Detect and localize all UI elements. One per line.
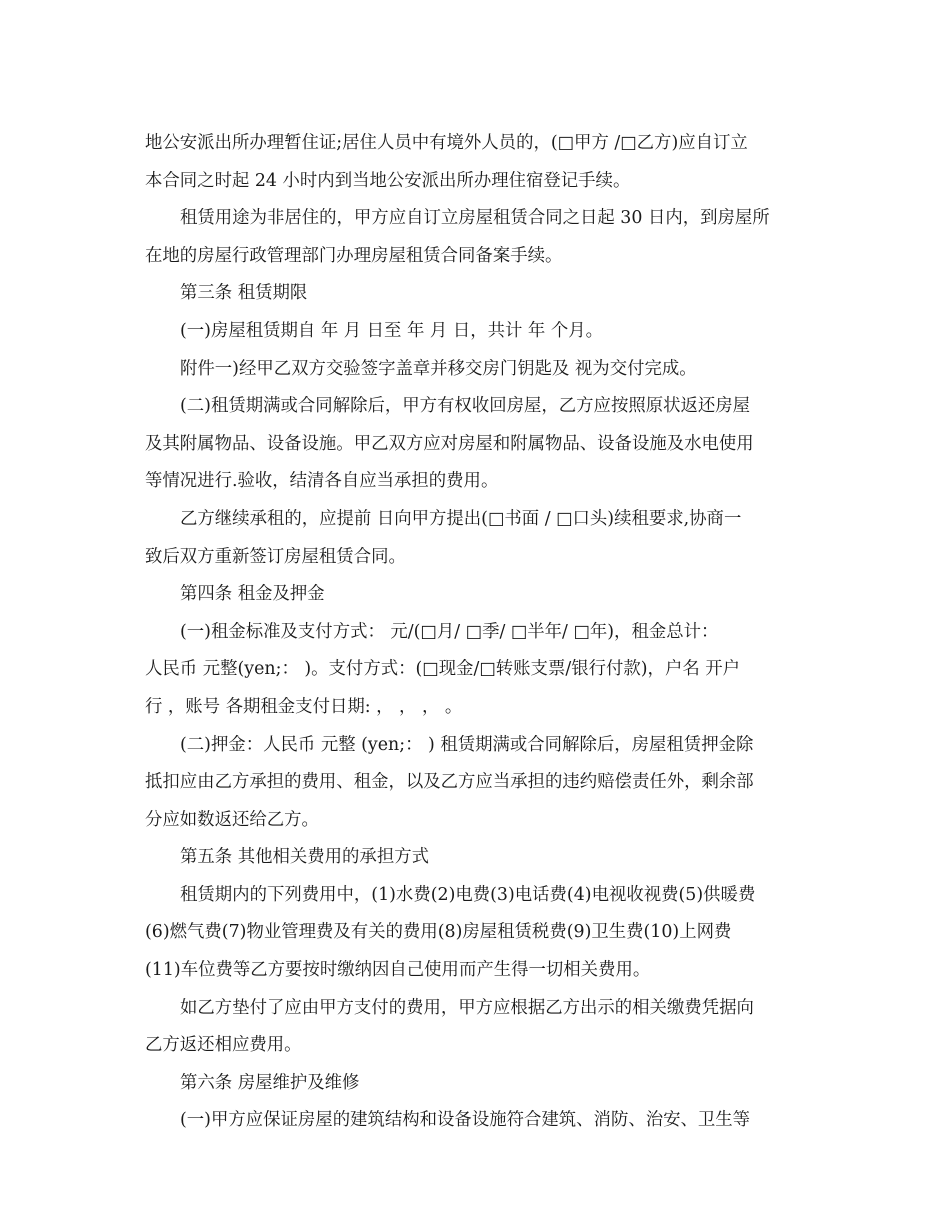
text-line: 如乙方垫付了应由甲方支付的费用，甲方应根据乙方出示的相关缴费凭据向 bbox=[180, 997, 754, 1018]
text-line: 在地的房屋行政管理部门办理房屋租赁合同备案手续。 bbox=[145, 245, 563, 266]
text-line: (一)房屋租赁期自 年 月 日至 年 月 日，共计 年 个月。 bbox=[180, 320, 603, 341]
text-line: (6)燃气费(7)物业管理费及有关的费用(8)房屋租赁税费(9)卫生费(10)上网费 bbox=[145, 922, 732, 943]
text-line: 第五条 其他相关费用的承担方式 bbox=[180, 847, 429, 868]
text-line: 租赁期内的下列费用中，(1)水费(2)电费(3)电话费(4)电视收视费(5)供暖费 bbox=[180, 884, 756, 905]
text-line: 第六条 房屋维护及维修 bbox=[180, 1072, 360, 1093]
text-line: 附件一)经甲乙双方交验签字盖章并移交房门钥匙及 视为交付完成。 bbox=[180, 358, 697, 379]
text-line: (一)租金标准及支付方式： 元/(□月/ □季/ □半年/ □年)，租金总计： bbox=[180, 621, 719, 642]
text-line: 抵扣应由乙方承担的费用、租金，以及乙方应当承担的违约赔偿责任外，剩余部 bbox=[145, 772, 754, 793]
text-line: 致后双方重新签订房屋租赁合同。 bbox=[145, 546, 406, 567]
text-line: (11)车位费等乙方要按时缴纳因自己使用而产生得一切相关费用。 bbox=[145, 960, 651, 981]
text-line: 分应如数返还给乙方。 bbox=[145, 809, 319, 830]
text-line: 乙方继续承租的，应提前 日向甲方提出(□书面 / □口头)续租要求,协商一 bbox=[180, 508, 742, 529]
text-line: 第四条 租金及押金 bbox=[180, 584, 325, 605]
document-body bbox=[145, 125, 805, 1140]
text-line: 及其附属物品、设备设施。甲乙双方应对房屋和附属物品、设备设施及水电使用 bbox=[145, 433, 754, 454]
text-line: 等情况进行.验收，结清各自应当承担的费用。 bbox=[145, 471, 499, 492]
text-line: 乙方返还相应费用。 bbox=[145, 1035, 302, 1056]
text-line: 本合同之时起 24 小时内到当地公安派出所办理住宿登记手续。 bbox=[145, 170, 631, 191]
text-line: (二)押金：人民币 元整 (yen;： ) 租赁期满或合同解除后，房屋租赁押金除 bbox=[180, 734, 754, 755]
text-line: (二)租赁期满或合同解除后，甲方有权收回房屋，乙方应按照原状返还房屋 bbox=[180, 396, 751, 417]
text-line: 地公安派出所办理暂住证;居住人员中有境外人员的，(□甲方 /□乙方)应自订立 bbox=[145, 133, 748, 153]
text-line: 第三条 租赁期限 bbox=[180, 283, 308, 304]
text-line: (一)甲方应保证房屋的建筑结构和设备设施符合建筑、消防、治安、卫生等 bbox=[180, 1110, 751, 1131]
text-line: 人民币 元整(yen;： )。支付方式：(□现金/□转账支票/银行付款)，户名 开户 bbox=[145, 659, 741, 680]
text-line: 行 ，账号 各期租金支付日期: ， ， ， 。 bbox=[145, 696, 463, 717]
text-line: 租赁用途为非居住的，甲方应自订立房屋租赁合同之日起 30 日内，到房屋所 bbox=[180, 208, 770, 229]
